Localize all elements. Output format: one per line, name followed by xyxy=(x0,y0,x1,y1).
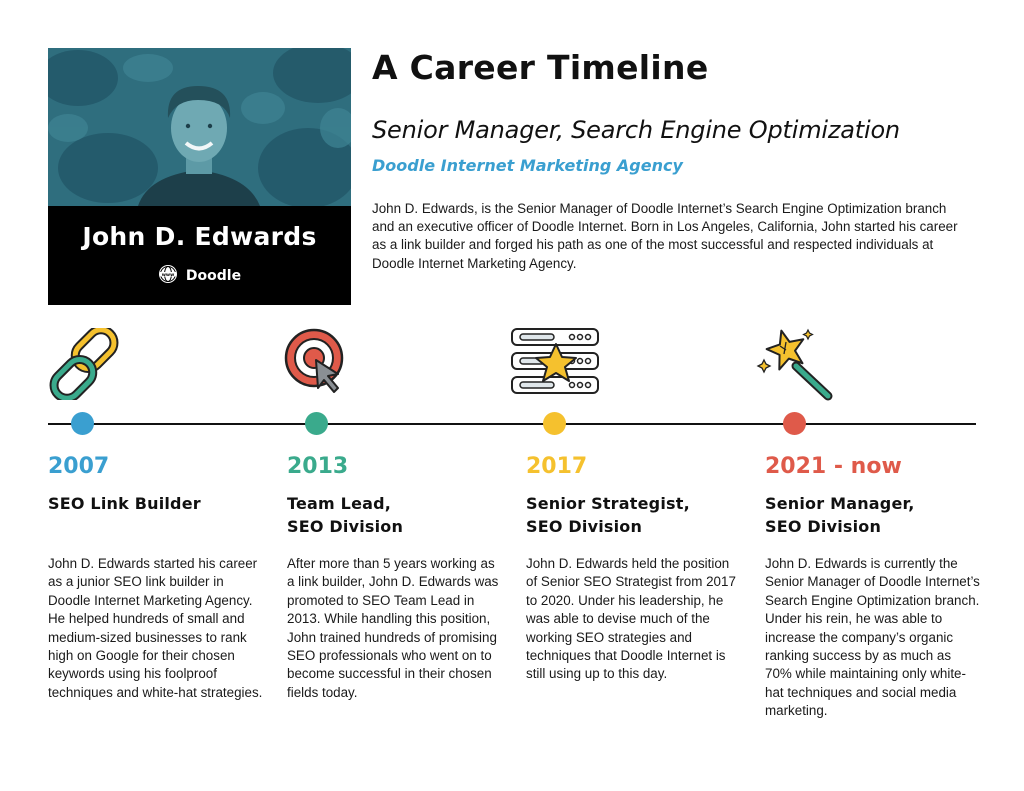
target-cursor-icon xyxy=(282,328,354,404)
milestone-role xyxy=(287,492,507,538)
magic-wand-icon xyxy=(756,326,836,406)
role-line: SEO Division xyxy=(765,517,882,536)
milestone-description: John D. Edwards is currently the Senior Manager of Doodle Internet’s Search Engine Optimization branch. Under his rein, he was able to increase the company’s organic ranking success by as much as 70% while maintaining only white-hat techniques and social media marketing. xyxy=(765,556,980,719)
milestone-role xyxy=(48,492,268,515)
role-line: Senior Manager, xyxy=(765,494,915,513)
milestone-year: 2017 xyxy=(526,454,588,479)
profile-photo xyxy=(48,48,351,206)
www-globe-icon xyxy=(158,264,178,288)
timeline-dot-2013 xyxy=(305,412,328,435)
milestone-role xyxy=(765,492,985,538)
role-line: SEO Link Builder xyxy=(48,494,201,513)
page-title: A Career Timeline xyxy=(372,48,709,87)
milestone-year: 2013 xyxy=(287,454,349,479)
timeline-dot-2007 xyxy=(71,412,94,435)
chain-link-icon xyxy=(46,328,122,404)
profile-name-card xyxy=(48,206,351,305)
company-name: Doodle Internet Marketing Agency xyxy=(372,156,683,175)
timeline-dot-2021 xyxy=(783,412,806,435)
timeline-line xyxy=(48,423,976,425)
role-line: SEO Division xyxy=(287,517,404,536)
brand-label xyxy=(48,264,351,288)
svg-text:www: www xyxy=(161,272,175,278)
milestone-description: John D. Edwards held the position of Senior SEO Strategist from 2017 to 2020. Under his leadership, he was able to devise much of the working SEO strategies and techniques that Doodle Internet is still using up to this day. xyxy=(526,556,736,682)
job-title: Senior Manager, Search Engine Optimization xyxy=(372,116,900,144)
role-line: Team Lead, xyxy=(287,494,392,513)
timeline-dot-2017 xyxy=(543,412,566,435)
milestone-description: John D. Edwards started his career as a junior SEO link builder in Doodle Internet Marketing Agency. He helped hundreds of small and medium-sized businesses to rank high on Google for their chosen keywords using his foolproof techniques and white-hat strategies. xyxy=(48,556,263,700)
milestone-role xyxy=(526,492,746,538)
milestone-year: 2007 xyxy=(48,454,110,479)
portrait-photo xyxy=(48,48,351,206)
role-line: SEO Division xyxy=(526,517,643,536)
person-name: John D. Edwards xyxy=(82,222,317,251)
bio-paragraph: John D. Edwards, is the Senior Manager of Doodle Internet’s Search Engine Optimization branch and an executive officer of Doodle Internet. Born in Los Angeles, California, John started his career as a link builder and forged his path as one of the most successful and respected individuals at Doodle Internet Marketing Agency. xyxy=(372,201,958,271)
milestone-year: 2021 - now xyxy=(765,454,902,479)
server-star-icon xyxy=(508,326,604,402)
milestone-description: After more than 5 years working as a link builder, John D. Edwards was promoted to SEO Team Lead in 2013. While handling this position, John trained hundreds of promising SEO professionals who went on to become successful in their chosen fields today. xyxy=(287,556,499,700)
brand-name: Doodle xyxy=(185,268,242,284)
role-line: Senior Strategist, xyxy=(526,494,690,513)
